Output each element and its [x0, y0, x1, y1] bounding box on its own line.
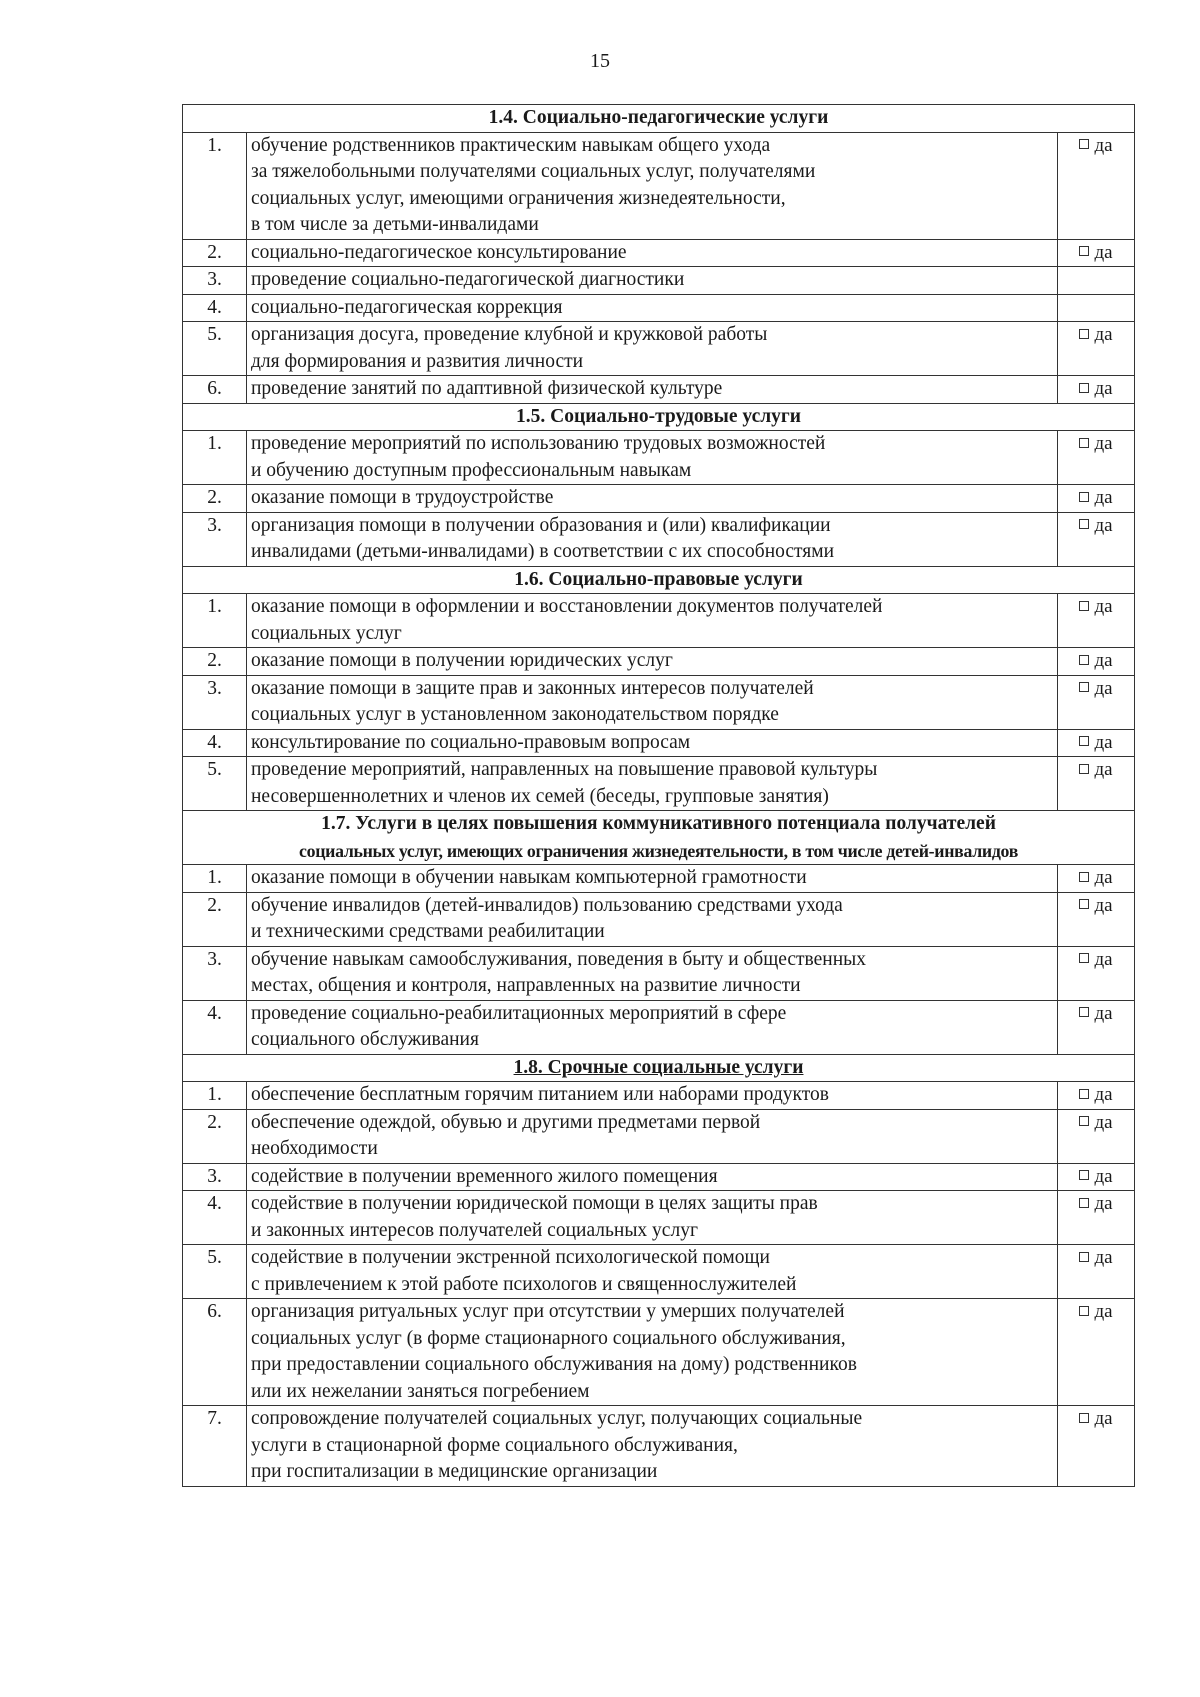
services-table — [182, 104, 1135, 1487]
section-header-row — [183, 566, 1135, 594]
checkbox-label: да — [1094, 378, 1113, 399]
empty-checkbox-icon[interactable] — [1079, 329, 1089, 339]
service-description-line: социального обслуживания — [251, 1029, 479, 1050]
service-description-line: местах, общения и контроля, направленных на развитие личности — [251, 975, 801, 996]
empty-checkbox-icon[interactable] — [1079, 1170, 1089, 1180]
service-description — [247, 892, 1058, 946]
service-description-line: оказание помощи в оформлении и восстановлении документов получателей — [251, 596, 883, 617]
service-description — [247, 376, 1058, 404]
service-description — [247, 239, 1058, 267]
service-description-line: содействие в получении временного жилого помещения — [251, 1165, 718, 1187]
service-row — [183, 294, 1135, 322]
service-row — [183, 1109, 1135, 1163]
service-row — [183, 322, 1135, 376]
service-description-line: обучение инвалидов (детей-инвалидов) пользованию средствами ухода — [251, 894, 843, 916]
service-description-line: социально-педагогическое консультирование — [251, 241, 627, 263]
section-header-row — [183, 811, 1135, 865]
service-description-line: социально-педагогическая коррекция — [251, 296, 563, 318]
item-number: 3. — [183, 512, 247, 566]
checkbox-label: да — [1094, 134, 1113, 156]
checkbox-label: да — [1094, 324, 1113, 345]
page-number: 15 — [590, 50, 610, 72]
service-description-line: проведение занятий по адаптивной физической культуре — [251, 378, 723, 399]
checkbox-label: да — [1094, 1002, 1113, 1024]
service-description — [247, 322, 1058, 376]
section-header-row — [183, 403, 1135, 431]
service-description — [247, 267, 1058, 295]
checkbox-label: да — [1094, 677, 1113, 699]
item-number: 3. — [183, 946, 247, 1000]
service-description-line: организация досуга, проведение клубной и кружковой работы — [251, 324, 768, 345]
empty-checkbox-icon[interactable] — [1079, 601, 1089, 611]
checkbox-label: да — [1094, 759, 1113, 780]
service-description — [247, 431, 1058, 485]
checkbox-label: да — [1094, 894, 1113, 916]
item-number: 5. — [183, 757, 247, 811]
option-cell[interactable] — [1058, 729, 1135, 757]
empty-checkbox-icon[interactable] — [1079, 655, 1089, 665]
service-description-line: и законных интересов получателей социальных услуг — [251, 1219, 698, 1241]
checkbox-label: да — [1094, 948, 1113, 970]
item-number: 4. — [183, 1000, 247, 1054]
item-number: 3. — [183, 675, 247, 729]
option-cell[interactable] — [1058, 675, 1135, 729]
option-cell[interactable] — [1058, 757, 1135, 811]
item-number: 5. — [183, 1245, 247, 1299]
checkbox-label: да — [1094, 650, 1113, 671]
section-header-row — [183, 1054, 1135, 1082]
service-description — [247, 729, 1058, 757]
service-description-line: сопровождение получателей социальных услуг, получающих социальные — [251, 1408, 863, 1429]
service-description — [247, 757, 1058, 811]
empty-checkbox-icon[interactable] — [1079, 383, 1089, 393]
empty-checkbox-icon[interactable] — [1079, 246, 1089, 256]
section-title-line: 1.6. Социально-правовые услуги — [514, 568, 803, 590]
checkbox-label: да — [1094, 1193, 1113, 1214]
service-description-line: инвалидами (детьми-инвалидами) в соответствии с их способностями — [251, 541, 835, 562]
service-row — [183, 1245, 1135, 1299]
service-description-line: с привлечением к этой работе психологов и священнослужителей — [251, 1273, 797, 1295]
option-cell[interactable] — [1058, 865, 1135, 893]
item-number: 1. — [183, 865, 247, 893]
service-description-line: и обучению доступным профессиональным навыкам — [251, 459, 692, 481]
option-cell — [1058, 294, 1135, 322]
service-description-line: несовершеннолетних и членов их семей (беседы, групповые занятия) — [251, 785, 829, 807]
item-number: 7. — [183, 1406, 247, 1487]
service-description — [247, 1109, 1058, 1163]
option-cell[interactable] — [1058, 1299, 1135, 1406]
service-row — [183, 267, 1135, 295]
service-description-line: или их нежелании заняться погребением — [251, 1380, 590, 1402]
checkbox-label: да — [1094, 1247, 1113, 1268]
empty-checkbox-icon[interactable] — [1079, 139, 1089, 149]
service-description — [247, 865, 1058, 893]
service-description — [247, 675, 1058, 729]
empty-checkbox-icon[interactable] — [1079, 736, 1089, 746]
checkbox-label: да — [1094, 1408, 1113, 1429]
service-row — [183, 1082, 1135, 1110]
empty-checkbox-icon[interactable] — [1079, 1007, 1089, 1017]
service-description-line: в том числе за детьми-инвалидами — [251, 214, 539, 235]
option-cell[interactable] — [1058, 1109, 1135, 1163]
service-row — [183, 1163, 1135, 1191]
option-cell[interactable] — [1058, 892, 1135, 946]
service-description-line: консультирование по социально-правовым вопросам — [251, 731, 691, 753]
section-title-line: 1.8. Срочные социальные услуги — [513, 1056, 804, 1078]
empty-checkbox-icon[interactable] — [1079, 1252, 1089, 1262]
option-cell[interactable] — [1058, 512, 1135, 566]
item-number: 2. — [183, 485, 247, 513]
services-table-body — [183, 105, 1135, 1487]
service-description-line: содействие в получении экстренной психологической помощи — [251, 1247, 770, 1268]
service-row — [183, 865, 1135, 893]
service-row — [183, 485, 1135, 513]
service-description-line: обучение навыкам самообслуживания, поведения в быту и общественных — [251, 948, 867, 970]
option-cell[interactable] — [1058, 1406, 1135, 1487]
checkbox-label: да — [1094, 596, 1113, 617]
service-description-line: и техническими средствами реабилитации — [251, 921, 605, 942]
checkbox-label: да — [1094, 1084, 1113, 1105]
section-title — [183, 105, 1135, 133]
service-row — [183, 675, 1135, 729]
service-row — [183, 239, 1135, 267]
checkbox-label: да — [1094, 1165, 1113, 1187]
service-row — [183, 729, 1135, 757]
option-cell[interactable] — [1058, 376, 1135, 404]
service-description-line: социальных услуг, имеющими ограничения жизнедеятельности, — [251, 187, 786, 209]
service-description — [247, 1082, 1058, 1110]
section-title — [183, 566, 1135, 594]
service-description-line: за тяжелобольными получателями социальных услуг, получателями — [251, 161, 816, 182]
empty-checkbox-icon[interactable] — [1079, 682, 1089, 692]
item-number: 2. — [183, 892, 247, 946]
option-cell[interactable] — [1058, 1245, 1135, 1299]
section-title-line: 1.7. Услуги в целях повышения коммуникативного потенциала получателей — [321, 813, 996, 834]
checkbox-label: да — [1094, 1301, 1113, 1322]
service-row — [183, 757, 1135, 811]
service-row — [183, 1299, 1135, 1406]
empty-checkbox-icon[interactable] — [1079, 1306, 1089, 1316]
service-row — [183, 132, 1135, 239]
section-title — [183, 1054, 1135, 1082]
item-number: 4. — [183, 294, 247, 322]
service-description-line: оказание помощи в защите прав и законных интересов получателей — [251, 677, 814, 699]
service-description-line: при предоставлении социального обслуживания на дому) родственников — [251, 1354, 857, 1375]
option-cell[interactable] — [1058, 1000, 1135, 1054]
option-cell[interactable] — [1058, 1082, 1135, 1110]
service-description — [247, 485, 1058, 513]
section-title-line: 1.4. Социально-педагогические услуги — [488, 107, 829, 128]
empty-checkbox-icon[interactable] — [1079, 899, 1089, 909]
checkbox-label: да — [1094, 487, 1113, 508]
item-number: 1. — [183, 431, 247, 485]
service-description-line: содействие в получении юридической помощи в целях защиты прав — [251, 1193, 818, 1214]
item-number: 2. — [183, 648, 247, 676]
service-description-line: социальных услуг в установленном законодательством порядке — [251, 704, 779, 725]
option-cell[interactable] — [1058, 322, 1135, 376]
item-number: 1. — [183, 132, 247, 239]
service-description-line: проведение социально-реабилитационных мероприятий в сфере — [251, 1002, 787, 1024]
empty-checkbox-icon[interactable] — [1079, 1198, 1089, 1208]
service-row — [183, 1000, 1135, 1054]
section-header-row — [183, 105, 1135, 133]
empty-checkbox-icon[interactable] — [1079, 519, 1089, 529]
item-number: 6. — [183, 376, 247, 404]
checkbox-label: да — [1094, 514, 1113, 536]
item-number: 2. — [183, 1109, 247, 1163]
item-number: 2. — [183, 239, 247, 267]
service-description-line: обеспечение бесплатным горячим питанием или наборами продуктов — [251, 1084, 829, 1105]
service-description-line: обучение родственников практическим навыкам общего ухода — [251, 134, 771, 156]
service-description-line: необходимости — [251, 1138, 378, 1159]
service-description-line: организация помощи в получении образования и (или) квалификации — [251, 514, 831, 536]
checkbox-label: да — [1094, 731, 1113, 753]
section-title-line: социальных услуг, имеющих ограничения жизнедеятельности, в том числе детей-инвалидов — [299, 840, 1018, 861]
service-description-line: проведение социально-педагогической диагностики — [251, 269, 685, 290]
empty-checkbox-icon[interactable] — [1079, 872, 1089, 882]
service-description-line: оказание помощи в трудоустройстве — [251, 487, 554, 508]
service-row — [183, 1406, 1135, 1487]
service-description — [247, 512, 1058, 566]
service-description-line: проведение мероприятий, направленных на повышение правовой культуры — [251, 759, 878, 780]
service-description-line: оказание помощи в обучении навыкам компьютерной грамотности — [251, 867, 807, 888]
service-description-line: для формирования и развития личности — [251, 350, 584, 372]
service-row — [183, 648, 1135, 676]
option-cell[interactable] — [1058, 132, 1135, 239]
empty-checkbox-icon[interactable] — [1079, 1413, 1089, 1423]
service-row — [183, 594, 1135, 648]
service-description — [247, 648, 1058, 676]
service-row — [183, 892, 1135, 946]
empty-checkbox-icon[interactable] — [1079, 438, 1089, 448]
option-cell[interactable] — [1058, 946, 1135, 1000]
item-number: 6. — [183, 1299, 247, 1406]
service-description-line: социальных услуг (в форме стационарного социального обслуживания, — [251, 1327, 846, 1349]
empty-checkbox-icon[interactable] — [1079, 764, 1089, 774]
checkbox-label: да — [1094, 1111, 1113, 1133]
item-number: 4. — [183, 729, 247, 757]
empty-checkbox-icon[interactable] — [1079, 492, 1089, 502]
item-number: 1. — [183, 594, 247, 648]
option-cell[interactable] — [1058, 1163, 1135, 1191]
section-title-line: 1.5. Социально-трудовые услуги — [516, 405, 802, 427]
item-number: 3. — [183, 1163, 247, 1191]
option-cell[interactable] — [1058, 239, 1135, 267]
service-description-line: проведение мероприятий по использованию трудовых возможностей — [251, 433, 826, 454]
service-description — [247, 1163, 1058, 1191]
option-cell[interactable] — [1058, 431, 1135, 485]
service-description — [247, 294, 1058, 322]
service-row — [183, 376, 1135, 404]
item-number: 4. — [183, 1191, 247, 1245]
item-number: 3. — [183, 267, 247, 295]
service-description — [247, 594, 1058, 648]
service-description-line: оказание помощи в получении юридических услуг — [251, 650, 673, 671]
service-description-line: услуги в стационарной форме социального обслуживания, — [251, 1434, 738, 1456]
service-description — [247, 1406, 1058, 1487]
checkbox-label: да — [1094, 433, 1113, 454]
option-cell — [1058, 267, 1135, 295]
item-number: 5. — [183, 322, 247, 376]
option-cell[interactable] — [1058, 485, 1135, 513]
service-description — [247, 946, 1058, 1000]
option-cell[interactable] — [1058, 1191, 1135, 1245]
service-description — [247, 1000, 1058, 1054]
checkbox-label: да — [1094, 867, 1113, 888]
service-description-line: обеспечение одеждой, обувью и другими предметами первой — [251, 1111, 761, 1133]
empty-checkbox-icon[interactable] — [1079, 1116, 1089, 1126]
empty-checkbox-icon[interactable] — [1079, 953, 1089, 963]
service-description — [247, 1299, 1058, 1406]
section-title — [183, 811, 1135, 865]
section-title — [183, 403, 1135, 431]
service-row — [183, 1191, 1135, 1245]
service-description — [247, 1191, 1058, 1245]
service-row — [183, 946, 1135, 1000]
service-description-line: социальных услуг — [251, 622, 402, 644]
service-row — [183, 431, 1135, 485]
option-cell[interactable] — [1058, 594, 1135, 648]
checkbox-label: да — [1094, 241, 1113, 263]
service-description — [247, 1245, 1058, 1299]
empty-checkbox-icon[interactable] — [1079, 1089, 1089, 1099]
service-row — [183, 512, 1135, 566]
item-number: 1. — [183, 1082, 247, 1110]
service-description-line: при госпитализации в медицинские организации — [251, 1461, 658, 1482]
option-cell[interactable] — [1058, 648, 1135, 676]
service-description — [247, 132, 1058, 239]
service-description-line: организация ритуальных услуг при отсутствии у умерших получателей — [251, 1301, 845, 1322]
